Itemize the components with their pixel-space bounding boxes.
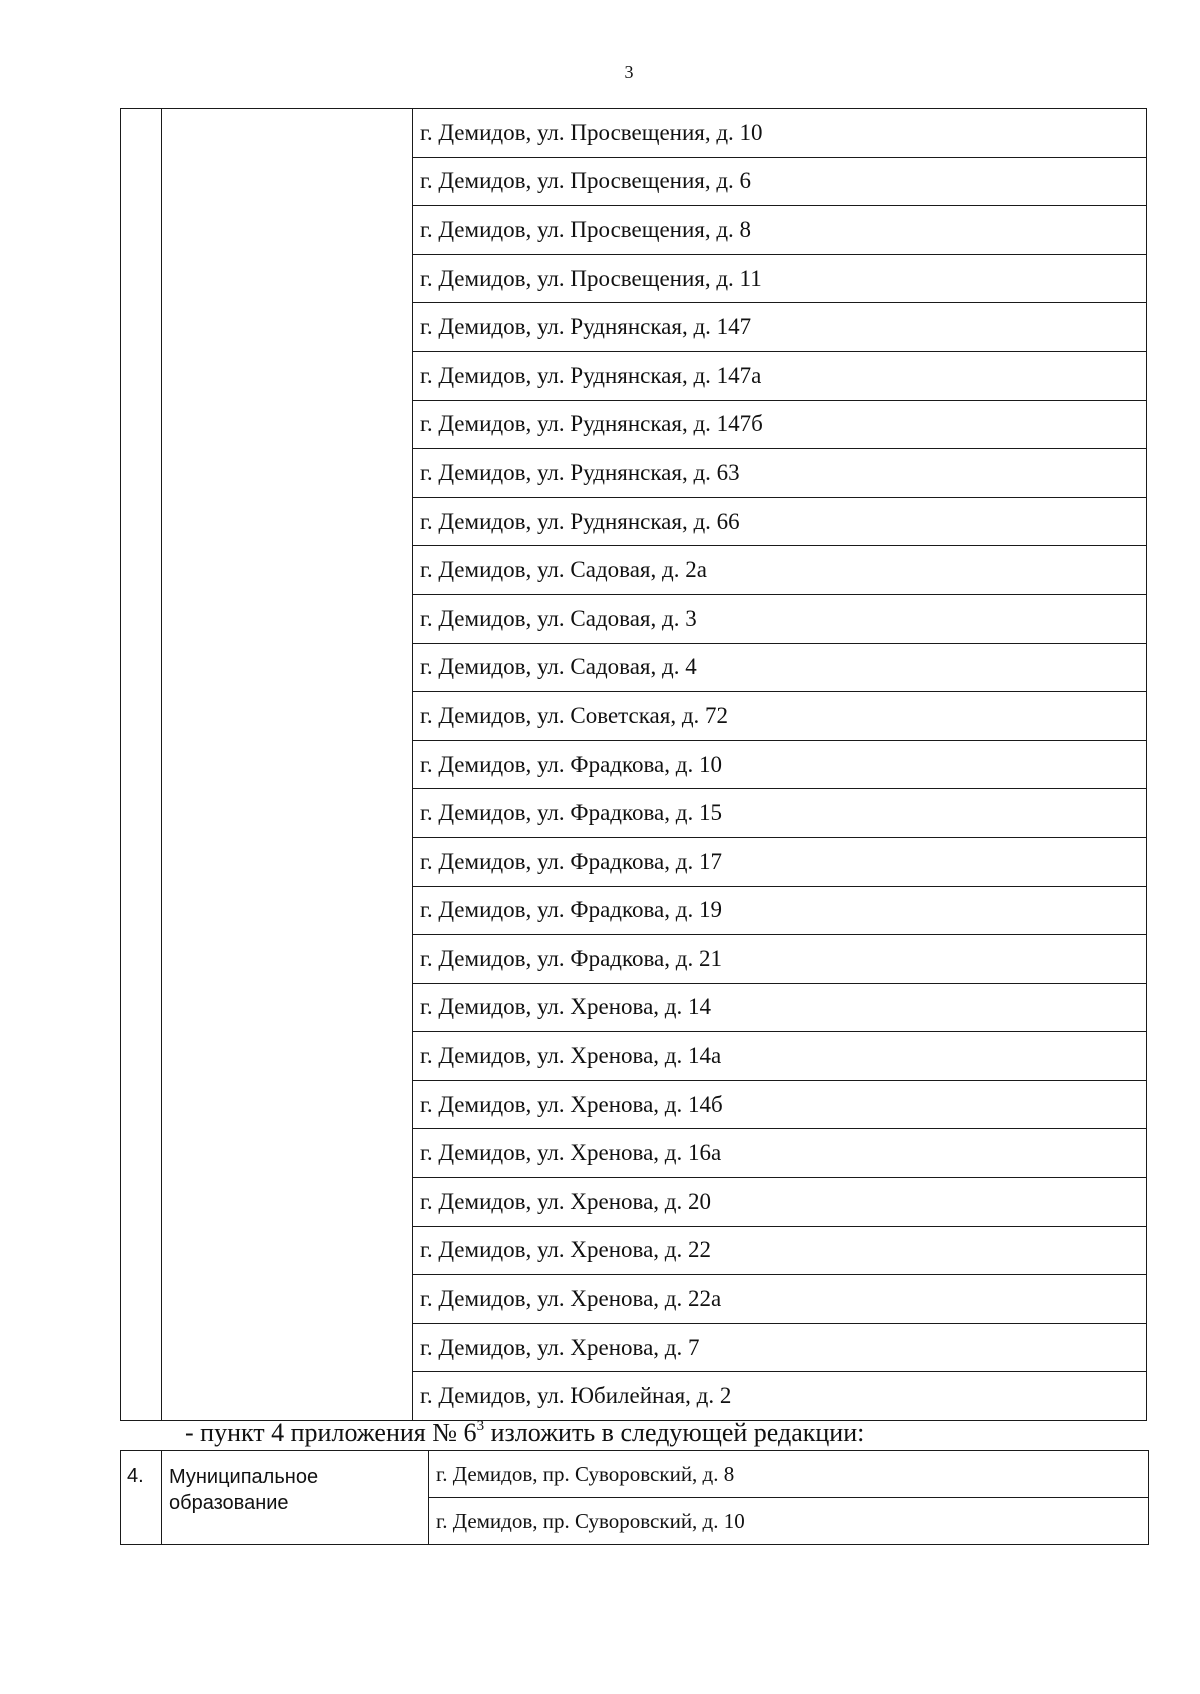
table-row [121, 109, 1147, 158]
address-cell: г. Демидов, ул. Фрадкова, д. 15 [413, 789, 1147, 838]
page-number: 3 [624, 62, 634, 82]
address-table-continued [120, 108, 1147, 1421]
address-cell: г. Демидов, ул. Хренова, д. 14 [413, 983, 1147, 1032]
address-cell: г. Демидов, ул. Просвещения, д. 10 [413, 109, 1147, 158]
address-cell: г. Демидов, ул. Хренова, д. 14а [413, 1032, 1147, 1081]
address-cell: г. Демидов, ул. Просвещения, д. 11 [413, 254, 1147, 303]
address-cell: г. Демидов, ул. Просвещения, д. 8 [413, 206, 1147, 255]
address-cell: г. Демидов, ул. Руднянская, д. 66 [413, 497, 1147, 546]
address-cell: г. Демидов, ул. Советская, д. 72 [413, 692, 1147, 741]
address-cell: г. Демидов, ул. Руднянская, д. 147 [413, 303, 1147, 352]
address-cell: г. Демидов, ул. Руднянская, д. 147а [413, 351, 1147, 400]
amendment-instruction [185, 1418, 864, 1448]
number-cell [121, 109, 162, 1421]
address-cell: г. Демидов, ул. Хренова, д. 16а [413, 1129, 1147, 1178]
address-cell: г. Демидов, ул. Руднянская, д. 147б [413, 400, 1147, 449]
address-cell: г. Демидов, пр. Суворовский, д. 10 [429, 1498, 1149, 1545]
municipality-cell: Муниципальное образование [162, 1451, 429, 1545]
address-cell: г. Демидов, ул. Руднянская, д. 63 [413, 449, 1147, 498]
instruction-text: - пункт 4 приложения № 6 [185, 1418, 477, 1447]
address-cell: г. Демидов, ул. Садовая, д. 4 [413, 643, 1147, 692]
table-row [121, 1451, 1149, 1498]
address-cell: г. Демидов, ул. Хренова, д. 22 [413, 1226, 1147, 1275]
address-cell: г. Демидов, ул. Хренова, д. 14б [413, 1080, 1147, 1129]
address-cell: г. Демидов, ул. Садовая, д. 2а [413, 546, 1147, 595]
address-cell: г. Демидов, ул. Хренова, д. 22а [413, 1275, 1147, 1324]
address-cell: г. Демидов, ул. Хренова, д. 20 [413, 1178, 1147, 1227]
address-cell: г. Демидов, ул. Фрадкова, д. 19 [413, 886, 1147, 935]
address-cell: г. Демидов, ул. Юбилейная, д. 2 [413, 1372, 1147, 1421]
address-cell: г. Демидов, ул. Фрадкова, д. 17 [413, 837, 1147, 886]
instruction-superscript: 3 [476, 1418, 485, 1434]
municipality-cell [162, 109, 413, 1421]
amended-item-table [120, 1450, 1149, 1545]
item-number: 4. [121, 1451, 162, 1545]
address-cell: г. Демидов, ул. Хренова, д. 7 [413, 1323, 1147, 1372]
address-cell: г. Демидов, пр. Суворовский, д. 8 [429, 1451, 1149, 1498]
address-cell: г. Демидов, ул. Просвещения, д. 6 [413, 157, 1147, 206]
address-cell: г. Демидов, ул. Садовая, д. 3 [413, 594, 1147, 643]
address-table-body [121, 109, 1147, 1421]
instruction-text-end: изложить в следующей редакции: [484, 1418, 865, 1447]
address-cell: г. Демидов, ул. Фрадкова, д. 21 [413, 935, 1147, 984]
address-cell: г. Демидов, ул. Фрадкова, д. 10 [413, 740, 1147, 789]
